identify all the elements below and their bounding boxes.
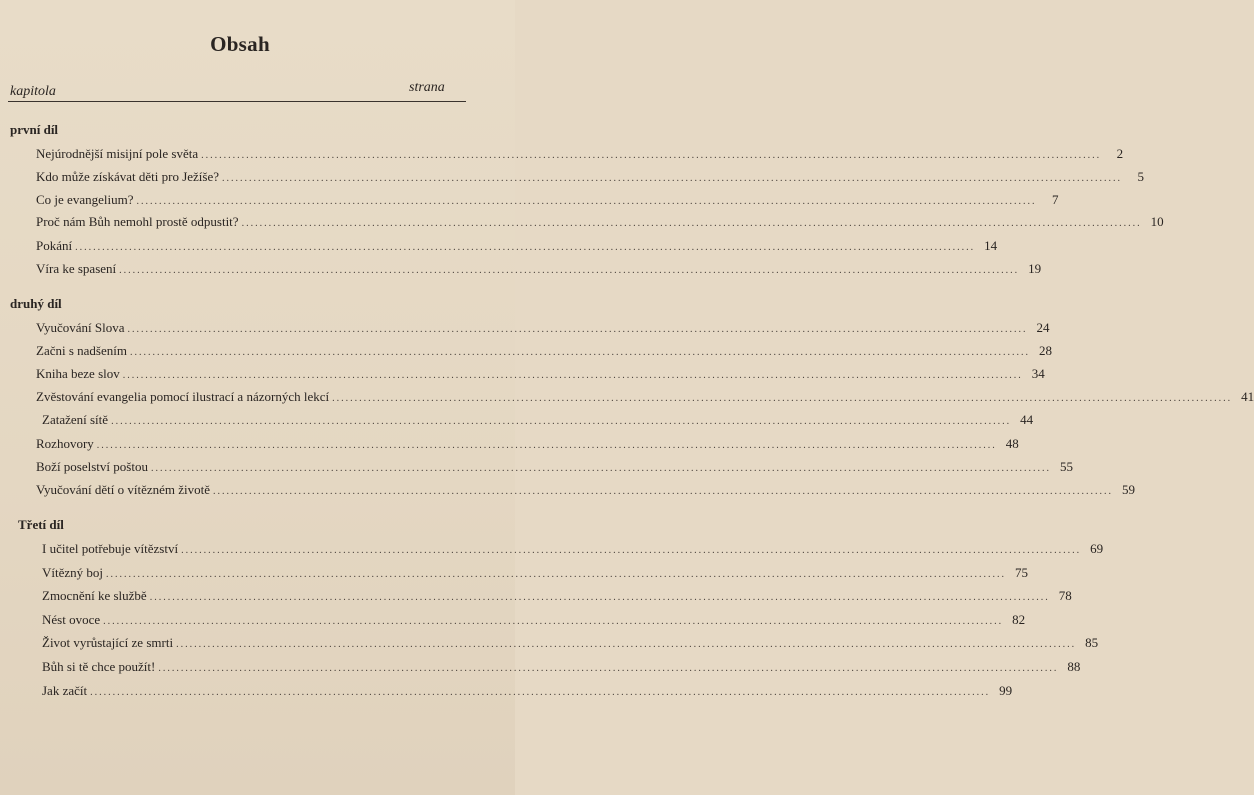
toc-entry <box>36 343 1052 361</box>
toc-entry-page: 75 <box>1015 565 1029 580</box>
toc-entry-page: 85 <box>1085 635 1099 650</box>
toc-entry-page: 88 <box>1067 659 1081 674</box>
toc-entry-title: Nejúrodnější misijní pole světa <box>36 146 199 161</box>
toc-entry-page: 78 <box>1058 588 1072 603</box>
toc-entry-title: Pokání <box>36 238 73 253</box>
leader-dots: ........................................................................................................................................................................................................ <box>96 440 997 451</box>
toc-entry-title: Život vyrůstající ze smrti <box>42 635 174 650</box>
toc-entry <box>42 635 1099 653</box>
leader-dots: ........................................................................................................................................................................................................ <box>176 639 1077 650</box>
toc-entry <box>42 612 1026 630</box>
toc-entry <box>36 214 1164 232</box>
toc-entry <box>36 436 1019 454</box>
toc-entry-title: Proč nám Bůh nemohl prostě odpustit? <box>36 214 239 229</box>
leader-dots: ........................................................................................................................................................................................................ <box>150 463 1051 474</box>
leader-dots: ........................................................................................................................................................................................................ <box>122 370 1023 381</box>
part-heading-1: první díl <box>10 122 59 137</box>
leader-dots: ........................................................................................................................................................................................................ <box>106 569 1007 580</box>
column-header-chapter: kapitola <box>10 84 56 99</box>
toc-entry <box>36 459 1073 477</box>
toc-entry <box>36 238 998 256</box>
toc-entry <box>36 482 1136 500</box>
toc-entry-page: 48 <box>1005 436 1019 451</box>
toc-entry-title: Zvěstování evangelia pomocí ilustrací a názorných lekcí <box>36 389 330 404</box>
toc-entry-title: Vyučování dětí o vítězném životě <box>36 482 211 497</box>
leader-dots: ........................................................................................................................................................................................................ <box>119 265 1020 276</box>
leader-dots: ........................................................................................................................................................................................................ <box>332 393 1233 404</box>
toc-entry-page: 69 <box>1090 541 1104 556</box>
toc-entry <box>42 588 1072 606</box>
leader-dots: ........................................................................................................................................................................................................ <box>129 347 1030 358</box>
toc-entry-title: Zatažení sítě <box>42 412 109 427</box>
part-heading-3: Třetí díl <box>18 517 64 532</box>
toc-entry-page: 59 <box>1122 482 1136 497</box>
toc-entry-title: Začni s nadšením <box>36 343 127 358</box>
leader-dots: ........................................................................................................................................................................................................ <box>213 486 1114 497</box>
part-heading-2: druhý díl <box>10 296 62 311</box>
toc-entry <box>36 146 1124 164</box>
toc-entry <box>42 659 1081 677</box>
leader-dots: ........................................................................................................................................................................................................ <box>127 324 1028 335</box>
toc-entry-title: Vyučování Slova <box>36 320 125 335</box>
leader-dots: ........................................................................................................................................................................................................ <box>136 196 1037 207</box>
toc-entry <box>36 320 1050 338</box>
toc-entry <box>36 192 1059 210</box>
toc-entry-title: Rozhovory <box>36 436 94 451</box>
toc-entry-page: 34 <box>1031 366 1045 381</box>
toc-entry-title: I učitel potřebuje vítězství <box>42 541 179 556</box>
leader-dots: ........................................................................................................................................................................................................ <box>103 616 1004 627</box>
toc-entry-page: 55 <box>1059 459 1073 474</box>
toc-entry-page: 41 <box>1241 389 1254 404</box>
toc-entry-page: 2 <box>1116 146 1124 161</box>
toc-entry-title: Boží poselství poštou <box>36 459 148 474</box>
leader-dots: ........................................................................................................................................................................................................ <box>158 663 1059 674</box>
toc-entry-page: 44 <box>1020 412 1034 427</box>
toc-entry-page: 14 <box>984 238 998 253</box>
toc-entry-title: Vítězný boj <box>42 565 104 580</box>
column-header-page: strana <box>409 80 445 95</box>
toc-entry-page: 99 <box>999 683 1013 698</box>
toc-entry-page: 24 <box>1036 320 1050 335</box>
header-rule <box>8 101 466 102</box>
toc-entry-page: 28 <box>1038 343 1052 358</box>
toc-entry-page: 5 <box>1137 169 1145 184</box>
toc-entry <box>36 389 1254 407</box>
toc-entry <box>42 412 1034 430</box>
toc-entry-title: Víra ke spasení <box>36 261 117 276</box>
toc-entry-title: Kniha beze slov <box>36 366 120 381</box>
toc-entry-page: 7 <box>1051 192 1059 207</box>
toc-entry-title: Co je evangelium? <box>36 192 134 207</box>
toc-entry-page: 19 <box>1028 261 1042 276</box>
page-title: Obsah <box>210 32 270 56</box>
leader-dots: ........................................................................................................................................................................................................ <box>111 416 1012 427</box>
toc-entry <box>42 683 1013 701</box>
toc-entry <box>42 541 1104 559</box>
leader-dots: ........................................................................................................................................................................................................ <box>222 173 1123 184</box>
toc-entry <box>36 261 1042 279</box>
leader-dots: ........................................................................................................................................................................................................ <box>181 545 1082 556</box>
leader-dots: ........................................................................................................................................................................................................ <box>90 687 991 698</box>
toc-entry-title: Zmocnění ke službě <box>42 588 147 603</box>
toc-entry <box>36 169 1145 187</box>
toc-entry-title: Jak začít <box>42 683 88 698</box>
leader-dots: ........................................................................................................................................................................................................ <box>241 218 1142 229</box>
toc-entry-title: Kdo může získávat děti pro Ježíše? <box>36 169 220 184</box>
toc-entry <box>36 366 1045 384</box>
toc-entry <box>42 565 1029 583</box>
leader-dots: ........................................................................................................................................................................................................ <box>75 242 976 253</box>
leader-dots: ........................................................................................................................................................................................................ <box>149 592 1050 603</box>
toc-entry-page: 82 <box>1012 612 1026 627</box>
leader-dots: ........................................................................................................................................................................................................ <box>201 150 1102 161</box>
toc-entry-title: Nést ovoce <box>42 612 101 627</box>
toc-entry-page: 10 <box>1150 214 1164 229</box>
toc-entry-title: Bůh si tě chce použít! <box>42 659 156 674</box>
